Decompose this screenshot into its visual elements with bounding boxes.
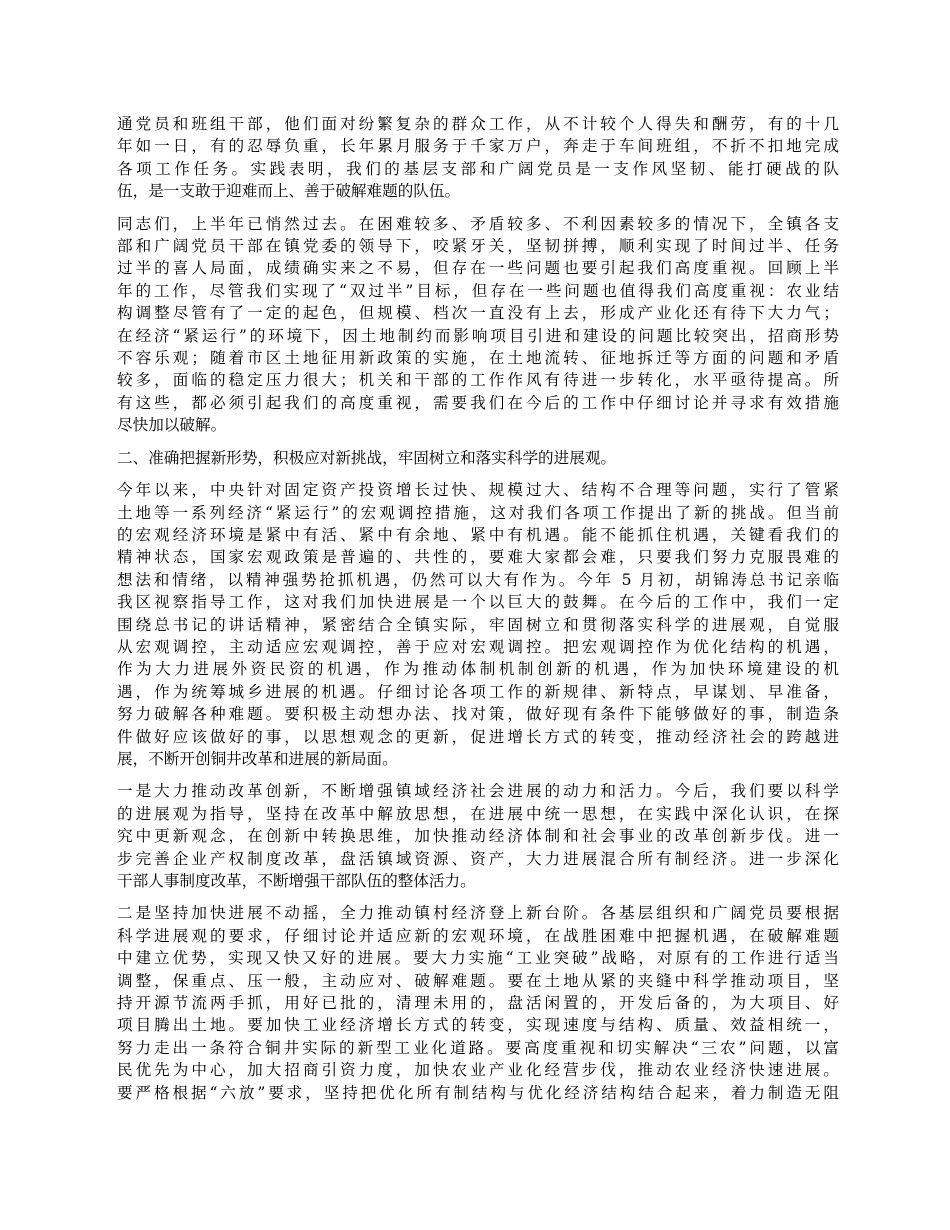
text-line: 较多，面临的稳定压力很大；机关和干部的工作作风有待进一步转化，水平亟待提高。所 bbox=[117, 371, 839, 390]
text-line: 步完善企业产权制度改革，盘活镇域资源、资产，大力进展混合所有制经济。进一步深化 bbox=[117, 849, 839, 868]
text-line: 不容乐观；随着市区土地征用新政策的实施，在土地流转、征地拆迁等方面的问题和矛盾 bbox=[117, 349, 839, 368]
text-line: 要严格根据“六放”要求，坚持把优化所有制结构与优化经济结构结合起来，着力制造无阻 bbox=[117, 1083, 839, 1102]
text-line: 今年以来，中央针对固定资产投资增长过快、规模过大、结构不合理等问题，实行了管紧 bbox=[117, 481, 839, 500]
text-line: 项目腾出土地。要加快工业经济增长方式的转变，实现速度与结构、质量、效益相统一， bbox=[117, 1016, 839, 1035]
text-line: 围绕总书记的讲话精神，紧密结合全镇实际，牢固树立和贯彻落实科学的进展观，自觉服 bbox=[117, 615, 839, 634]
text-line: 土地等一系列经济“紧运行”的宏观调控措施，这对我们各项工作提出了新的挑战。但当前 bbox=[117, 503, 839, 522]
text-line: 想法和情绪，以精神强势抢抓机遇，仍然可以大有作为。今年 5 月初，胡锦涛总书记亲临 bbox=[117, 570, 839, 589]
text-line: 精神状态，国家宏观政策是普遍的、共性的，要难大家都会难，只要我们努力克服畏难的 bbox=[117, 548, 839, 567]
text-line: 通党员和班组干部，他们面对纷繁复杂的群众工作，从不计较个人得失和酬劳，有的十几 bbox=[117, 115, 839, 133]
text-line: 作为大力进展外资民资的机遇，作为推动体制机制创新的机遇，作为加快环境建设的机 bbox=[117, 660, 839, 679]
document-page bbox=[117, 113, 839, 1114]
paragraph-party-members bbox=[117, 113, 839, 203]
text-line: 遇，作为统筹城乡进展的机遇。仔细讨论各项工作的新规律、新特点，早谋划、早准备， bbox=[117, 682, 839, 701]
text-line: 民优先为中心，加大招商引资力度，加快农业产业化经营步伐，推动农业经济快速进展。 bbox=[117, 1061, 839, 1080]
text-line: 同志们，上半年已悄然过去。在困难较多、矛盾较多、不利因素较多的情况下，全镇各支 bbox=[117, 214, 839, 233]
paragraph-reform-innovation bbox=[117, 780, 839, 892]
text-line: 有这些，都必须引起我们的高度重视，需要我们在今后的工作中仔细讨论并寻求有效措施 bbox=[117, 393, 839, 412]
text-line: 从宏观调控，主动适应宏观调控，善于应对宏观调控。把宏观调控作为优化结构的机遇， bbox=[117, 637, 839, 656]
text-line: 展，不断开创铜井改革和进展的新局面。 bbox=[117, 749, 398, 768]
text-line: 在经济“紧运行”的环境下，因土地制约而影响项目引进和建设的问题比较突出，招商形势 bbox=[117, 326, 839, 345]
text-line: 二是坚持加快进展不动摇，全力推动镇村经济登上新台阶。各基层组织和广阔党员要根据 bbox=[117, 904, 839, 923]
text-line: 干部人事制度改革，不断增强干部队伍的整体活力。 bbox=[117, 872, 476, 890]
text-line: 科学进展观的要求，仔细讨论并适应新的宏观环境，在战胜困难中把握机遇，在破解难题 bbox=[117, 926, 839, 945]
text-line: 我区视察指导工作，这对我们加快进展是一个以巨大的鼓舞。在今后的工作中，我们一定 bbox=[117, 593, 839, 612]
section-heading bbox=[117, 447, 839, 469]
paragraph-accelerate-development bbox=[117, 902, 839, 1104]
text-line: 究中更新观念，在创新中转换思维，加快推动经济体制和社会事业的改革创新步伐。进一 bbox=[117, 827, 839, 846]
text-line: 的进展观为指导，坚持在改革中解放思想，在进展中统一思想，在实践中深化认识，在探 bbox=[117, 804, 839, 823]
text-line: 持开源节流两手抓，用好已批的，清理未用的，盘活闲置的，开发后备的，为大项目、好 bbox=[117, 994, 839, 1013]
text-line: 尽快加以破解。 bbox=[117, 416, 227, 435]
text-line: 部和广阔党员干部在镇党委的领导下，咬紧牙关，坚韧拼搏，顺利实现了时间过半、任务 bbox=[117, 237, 839, 256]
text-line: 一是大力推动改革创新，不断增强镇域经济社会进展的动力和活力。今后，我们要以科学 bbox=[117, 782, 839, 801]
text-line: 努力破解各种难题。要积极主动想办法、找对策，做好现有条件下能够做好的事，制造条 bbox=[117, 705, 839, 724]
text-line: 中建立优势，实现又快又好的进展。要大力实施“工业突破”战略，对原有的工作进行适当 bbox=[117, 949, 839, 968]
text-line: 调整，保重点、压一般，主动应对、破解难题。要在土地从紧的夹缝中科学推动项目，坚 bbox=[117, 971, 839, 990]
text-line: 件做好应该做好的事，以思想观念的更新，促进增长方式的转变，推动经济社会的跨越进 bbox=[117, 727, 839, 746]
paragraph-new-situation bbox=[117, 479, 839, 770]
text-line: 各项工作任务。实践表明，我们的基层支部和广阔党员是一支作风坚韧、能打硬战的队 bbox=[117, 159, 839, 178]
text-line: 的宏观经济环境是紧中有活、紧中有余地、紧中有机遇。能不能抓住机遇，关键看我们的 bbox=[117, 525, 839, 544]
text-line: 努力走出一条符合铜井实际的新型工业化道路。要高度重视和切实解决“三农”问题，以富 bbox=[117, 1038, 839, 1057]
text-line: 过半的喜人局面，成绩确实来之不易，但存在一些问题也要引起我们高度重视。回顾上半 bbox=[117, 259, 839, 278]
text-line: 构调整尽管有了一定的起色，但规模、档次一直没有上去，形成产业化还有待下大力气； bbox=[117, 304, 839, 323]
text-line: 年如一日，有的忍辱负重，长年累月服务于千家万户，奔走于车间班组，不折不扣地完成 bbox=[117, 137, 839, 156]
text-line: 伍，是一支敢于迎难而上、善于破解难题的队伍。 bbox=[117, 182, 461, 201]
paragraph-half-year-review bbox=[117, 213, 839, 437]
text-line: 年的工作，尽管我们实现了“双过半”目标，但存在一些问题也值得我们高度重视：农业结 bbox=[117, 281, 839, 300]
section-heading-text: 二、准确把握新形势，积极应对新挑战，牢固树立和落实科学的进展观。 bbox=[117, 448, 617, 467]
